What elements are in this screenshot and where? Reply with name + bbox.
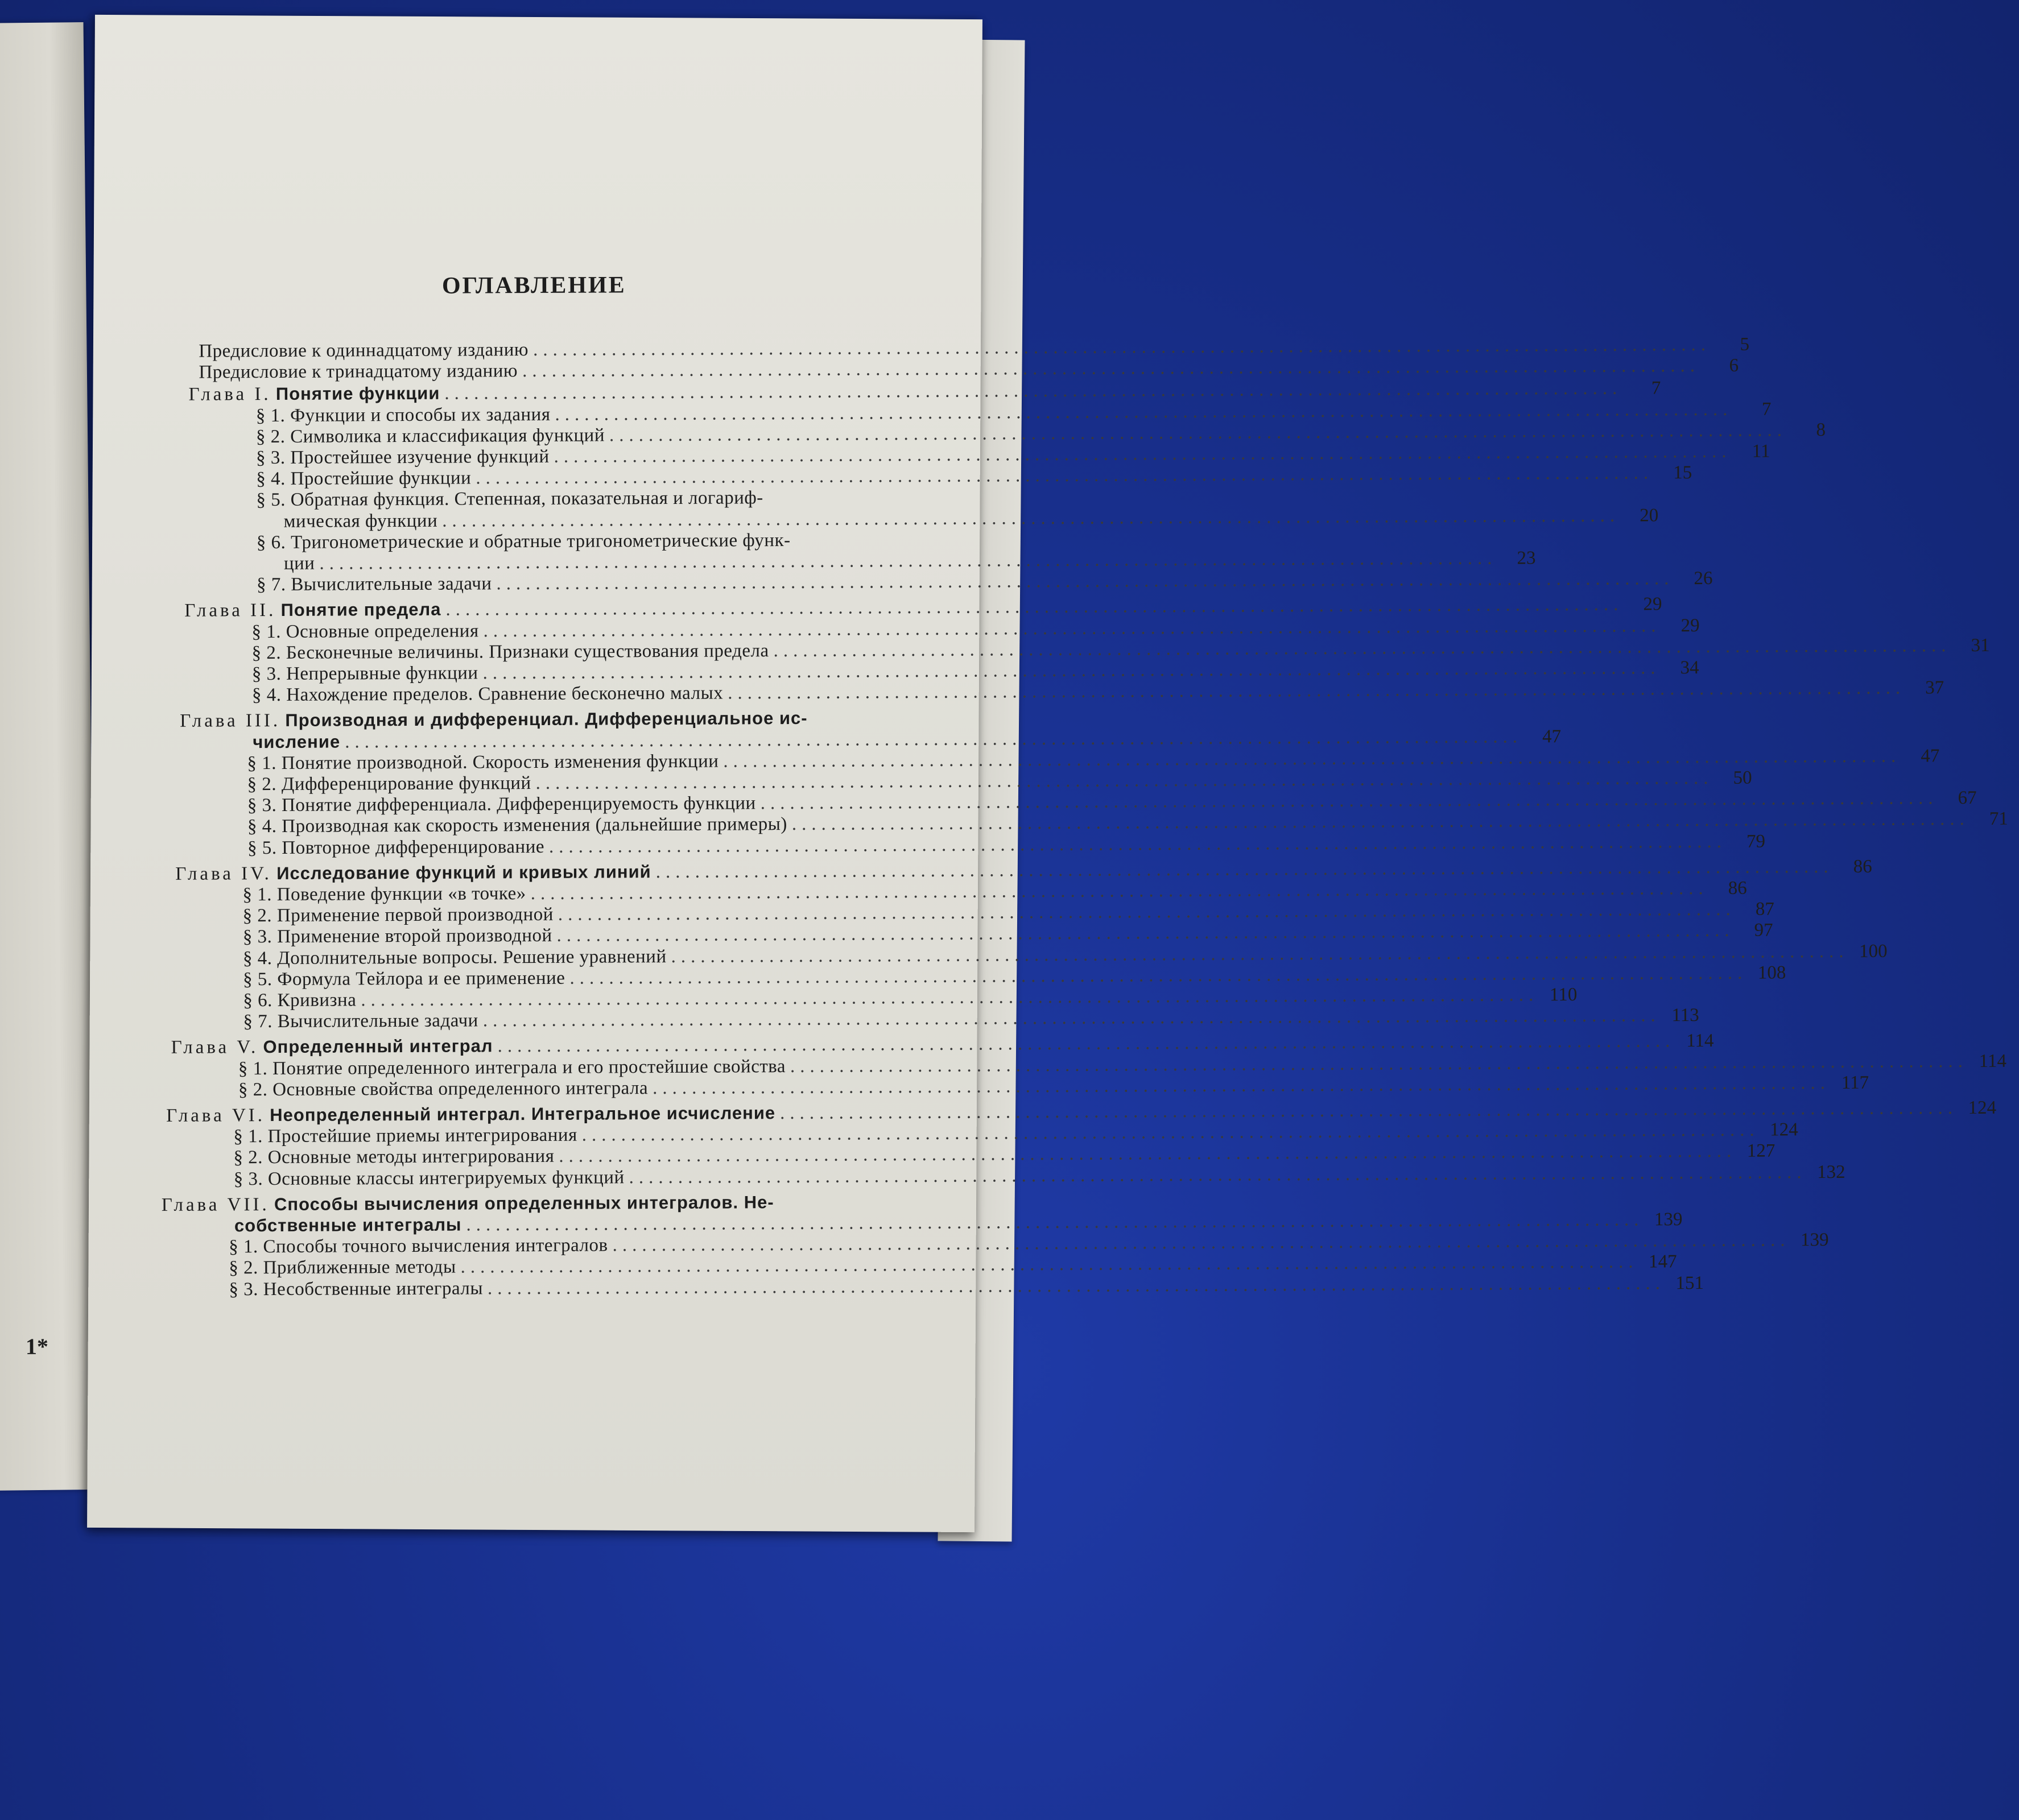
- leader-dots: ........................................................................................................................: [466, 1209, 1644, 1235]
- section-entry: [242, 920, 1773, 948]
- page-number: 15: [1673, 462, 1692, 483]
- page-number: 151: [1675, 1272, 1704, 1293]
- leader-dots: ........................................................................................................................: [345, 726, 1523, 752]
- section-text-cont: мическая функции: [283, 510, 438, 532]
- leader-dots: ........................................................................................................................: [556, 920, 1735, 946]
- page-number: 11: [1752, 441, 1770, 462]
- page-number: 29: [1681, 615, 1700, 636]
- chapter-title: Исследование функций и кривых линий: [276, 861, 651, 883]
- leader-dots: ........................................................................................................................: [723, 746, 1901, 772]
- chapter-title-cont: числение: [253, 731, 341, 752]
- page-number: 117: [1841, 1072, 1869, 1093]
- section-text: § 2. Символика и классификация функций: [255, 425, 605, 447]
- leader-dots: ........................................................................................................................: [496, 568, 1674, 594]
- section-text: § 2. Основные методы интегрирования: [233, 1146, 555, 1168]
- chapter-heading-cont: [234, 1209, 1683, 1236]
- section-text: § 1. Поведение функции «в точке»: [242, 883, 526, 905]
- page-number: 86: [1853, 856, 1872, 877]
- page-number: 47: [1921, 746, 1940, 767]
- section-entry: [247, 831, 1766, 859]
- leader-dots: ........................................................................................................................: [522, 355, 1700, 382]
- chapter-label: Глава VII.: [161, 1194, 270, 1215]
- section-entry: [251, 657, 1699, 685]
- section-entry: [255, 399, 1772, 427]
- section-text-cont: ции: [283, 553, 315, 574]
- leader-dots: ........................................................................................................................: [361, 985, 1539, 1011]
- section-text: § 1. Простейшие приемы интегрирования: [233, 1124, 577, 1147]
- chapter-heading: [180, 708, 808, 732]
- section-entry: § 5. Обратная функция. Степенная, показательная и логариф-: [256, 487, 763, 511]
- page-number: 50: [1733, 767, 1752, 788]
- section-entry: [243, 985, 1578, 1011]
- leader-dots: ........................................................................................................................: [558, 899, 1736, 925]
- section-entry: [242, 941, 1888, 969]
- section-text: § 1. Понятие производной. Скорость изменения функции: [247, 751, 719, 774]
- page-number: 97: [1754, 920, 1773, 941]
- chapter-title: Способы вычисления определенных интегралов. Не-: [274, 1192, 774, 1214]
- page-number: 26: [1694, 568, 1713, 589]
- leader-dots: ........................................................................................................................: [482, 657, 1661, 684]
- leader-dots: ........................................................................................................................: [612, 1230, 1790, 1256]
- page-number: 47: [1542, 726, 1562, 747]
- leader-dots: ........................................................................................................................: [609, 420, 1787, 446]
- chapter-label: Глава I.: [188, 384, 271, 406]
- leader-dots: ........................................................................................................................: [482, 1005, 1661, 1031]
- preface-entry: [199, 334, 1750, 362]
- chapter-heading: [162, 1192, 774, 1216]
- chapter-title: Производная и дифференциал. Дифференциальное ис-: [285, 708, 808, 731]
- page-number: 7: [1651, 378, 1661, 399]
- leader-dots: ........................................................................................................................: [487, 1272, 1666, 1298]
- section-text: § 1. Способы точного вычисления интегралов: [229, 1235, 608, 1258]
- page-number: 31: [1971, 635, 1990, 656]
- leader-dots: ........................................................................................................................: [445, 594, 1624, 621]
- page-number: 127: [1747, 1140, 1776, 1162]
- toc-content: [25, 15, 2008, 1532]
- chapter-label: Глава II.: [184, 600, 276, 622]
- section-entry: [238, 1050, 2007, 1079]
- section-text: § 2. Основные свойства определенного интеграла: [238, 1077, 649, 1101]
- section-text: § 2. Применение первой производной: [242, 904, 554, 926]
- section-entry: [256, 441, 1770, 469]
- chapter-title-cont: собственные интегралы: [234, 1214, 462, 1236]
- section-entry: [238, 1072, 1869, 1101]
- chapter-heading-cont: [253, 726, 1562, 753]
- page-number: 87: [1755, 899, 1774, 920]
- leader-dots: ........................................................................................................................: [483, 615, 1661, 641]
- section-entry: [257, 568, 1713, 595]
- section-text: § 4. Простейшие функции: [256, 468, 472, 490]
- chapter-heading: [184, 594, 1662, 622]
- page-number: 100: [1859, 941, 1888, 962]
- leader-dots: ........................................................................................................................: [319, 548, 1497, 574]
- signature-mark: 1*: [25, 1333, 49, 1359]
- leader-dots: ........................................................................................................................: [780, 1098, 1958, 1124]
- leader-dots: ........................................................................................................................: [790, 1050, 1968, 1077]
- page-number: 79: [1746, 831, 1766, 852]
- leader-dots: ........................................................................................................................: [653, 1072, 1831, 1098]
- section-text: § 4. Нахождение пределов. Сравнение бесконечно малых: [251, 682, 724, 706]
- section-text: § 1. Понятие определенного интеграла и его простейшие свойства: [238, 1056, 786, 1079]
- page-number: 113: [1671, 1005, 1699, 1026]
- section-text: § 1. Функции и способы их задания: [255, 404, 551, 426]
- section-entry-cont: [283, 548, 1536, 574]
- section-entry: [243, 962, 1786, 990]
- chapter-label: Глава V.: [171, 1037, 259, 1058]
- section-text: § 3. Несобственные интегралы: [229, 1278, 484, 1300]
- preface-text: Предисловие к одиннадцатому изданию: [199, 340, 529, 362]
- leader-dots: ........................................................................................................................: [532, 334, 1711, 361]
- page-number: 71: [1989, 809, 2008, 830]
- section-entry: [256, 462, 1692, 490]
- section-entry: [233, 1140, 1776, 1169]
- section-entry: [247, 746, 1940, 774]
- page-number: 86: [1728, 878, 1747, 899]
- section-text: § 3. Применение второй производной: [242, 925, 552, 948]
- preface-entry: [199, 355, 1739, 383]
- section-entry: [233, 1161, 1845, 1190]
- section-text: § 5. Формула Тейлора и ее применение: [243, 967, 565, 990]
- leader-dots: ........................................................................................................................: [559, 1141, 1737, 1167]
- chapter-title: Понятие функции: [275, 383, 440, 404]
- page-number: 67: [1958, 788, 1977, 809]
- leader-dots: ........................................................................................................................: [773, 635, 1951, 661]
- section-entry: [247, 809, 2008, 838]
- section-text: § 4. Производная как скорость изменения (дальнейшие примеры): [247, 814, 787, 837]
- section-text: § 5. Повторное дифференцирование: [247, 836, 545, 858]
- section-entry: [243, 1005, 1699, 1032]
- section-entry: [242, 899, 1774, 926]
- section-text: § 2. Приближенные методы: [229, 1257, 456, 1279]
- leader-dots: ........................................................................................................................: [460, 1251, 1638, 1277]
- section-text: § 3. Простейшее изучение функций: [256, 446, 550, 469]
- leader-dots: ........................................................................................................................: [655, 856, 1834, 882]
- page-number: 8: [1816, 419, 1826, 440]
- book-page: [25, 15, 2008, 1532]
- section-entry: [242, 878, 1747, 905]
- section-text: § 7. Вычислительные задачи: [243, 1010, 478, 1032]
- leader-dots: ........................................................................................................................: [671, 941, 1849, 967]
- leader-dots: ........................................................................................................................: [760, 788, 1938, 814]
- section-entry: [229, 1230, 1829, 1258]
- page-number: 29: [1643, 594, 1662, 615]
- page-number: 23: [1517, 548, 1536, 569]
- leader-dots: ........................................................................................................................: [476, 462, 1654, 489]
- page-number: 20: [1640, 504, 1659, 526]
- section-entry: [255, 419, 1826, 448]
- section-text: § 7. Вычислительные задачи: [257, 573, 492, 595]
- page-number: 108: [1757, 962, 1786, 983]
- page-number: 37: [1925, 677, 1944, 698]
- page-number: 110: [1549, 985, 1578, 1006]
- chapter-label: Глава III.: [180, 710, 281, 732]
- section-entry-cont: [283, 504, 1659, 532]
- page-number: 5: [1740, 334, 1750, 355]
- section-text: § 3. Непрерывные функции: [251, 663, 478, 685]
- leader-dots: ........................................................................................................................: [728, 677, 1906, 704]
- chapter-title: Неопределенный интеграл. Интегральное исчисление: [270, 1103, 776, 1126]
- section-entry: [233, 1119, 1798, 1147]
- page-number: 124: [1770, 1119, 1798, 1140]
- chapter-heading: [188, 378, 1661, 406]
- section-text: § 1. Основные определения: [251, 621, 479, 642]
- leader-dots: ........................................................................................................................: [548, 831, 1727, 857]
- leader-dots: ........................................................................................................................: [442, 505, 1620, 531]
- section-entry: [247, 788, 1977, 816]
- page-number: 139: [1654, 1209, 1683, 1230]
- section-text: § 2. Дифференцирование функций: [247, 773, 531, 795]
- chapter-title: Понятие предела: [280, 599, 441, 621]
- leader-dots: ........................................................................................................................: [569, 962, 1748, 988]
- section-entry: [251, 615, 1700, 643]
- section-text: § 3. Понятие дифференциала. Дифференцируемость функции: [247, 793, 756, 816]
- leader-dots: ........................................................................................................................: [629, 1161, 1807, 1188]
- leader-dots: ........................................................................................................................: [444, 378, 1622, 404]
- section-entry: [247, 767, 1752, 795]
- section-entry: [229, 1251, 1677, 1279]
- section-text: § 6. Кривизна: [243, 990, 357, 1011]
- page-number: 34: [1680, 657, 1699, 679]
- page-number: 139: [1800, 1230, 1829, 1251]
- preface-text: Предисловие к тринадцатому изданию: [199, 361, 518, 383]
- chapter-label: Глава IV.: [175, 863, 272, 884]
- section-text: § 2. Бесконечные величины. Признаки существования предела: [251, 640, 769, 663]
- section-entry: § 6. Тригонометрические и обратные тригонометрические функ-: [256, 530, 791, 553]
- page-number: 147: [1649, 1251, 1677, 1272]
- leader-dots: ........................................................................................................................: [791, 809, 1970, 835]
- chapter-title: Определенный интеграл: [263, 1036, 493, 1057]
- toc-heading: ОГЛАВЛЕНИЕ: [441, 272, 626, 299]
- page-number: 114: [1979, 1050, 2007, 1072]
- section-entry: [229, 1272, 1704, 1300]
- page-number: 114: [1686, 1031, 1714, 1052]
- section-entry: [251, 677, 1944, 706]
- leader-dots: ........................................................................................................................: [581, 1119, 1760, 1145]
- section-text: § 4. Дополнительные вопросы. Решение уравнений: [242, 946, 667, 969]
- leader-dots: ........................................................................................................................: [554, 441, 1732, 467]
- section-entry: [251, 635, 1990, 664]
- page-number: 124: [1968, 1097, 1997, 1119]
- page-number: 7: [1761, 399, 1772, 420]
- leader-dots: ........................................................................................................................: [535, 767, 1714, 794]
- leader-dots: ........................................................................................................................: [530, 878, 1708, 904]
- page-number: 6: [1729, 355, 1739, 377]
- page-number: 132: [1817, 1161, 1845, 1182]
- left-page-edge: [0, 22, 99, 1491]
- leader-dots: ........................................................................................................................: [555, 399, 1733, 425]
- chapter-label: Глава VI.: [166, 1105, 266, 1126]
- leader-dots: ........................................................................................................................: [497, 1031, 1675, 1057]
- section-text: § 3. Основные классы интегрируемых функций: [233, 1167, 625, 1189]
